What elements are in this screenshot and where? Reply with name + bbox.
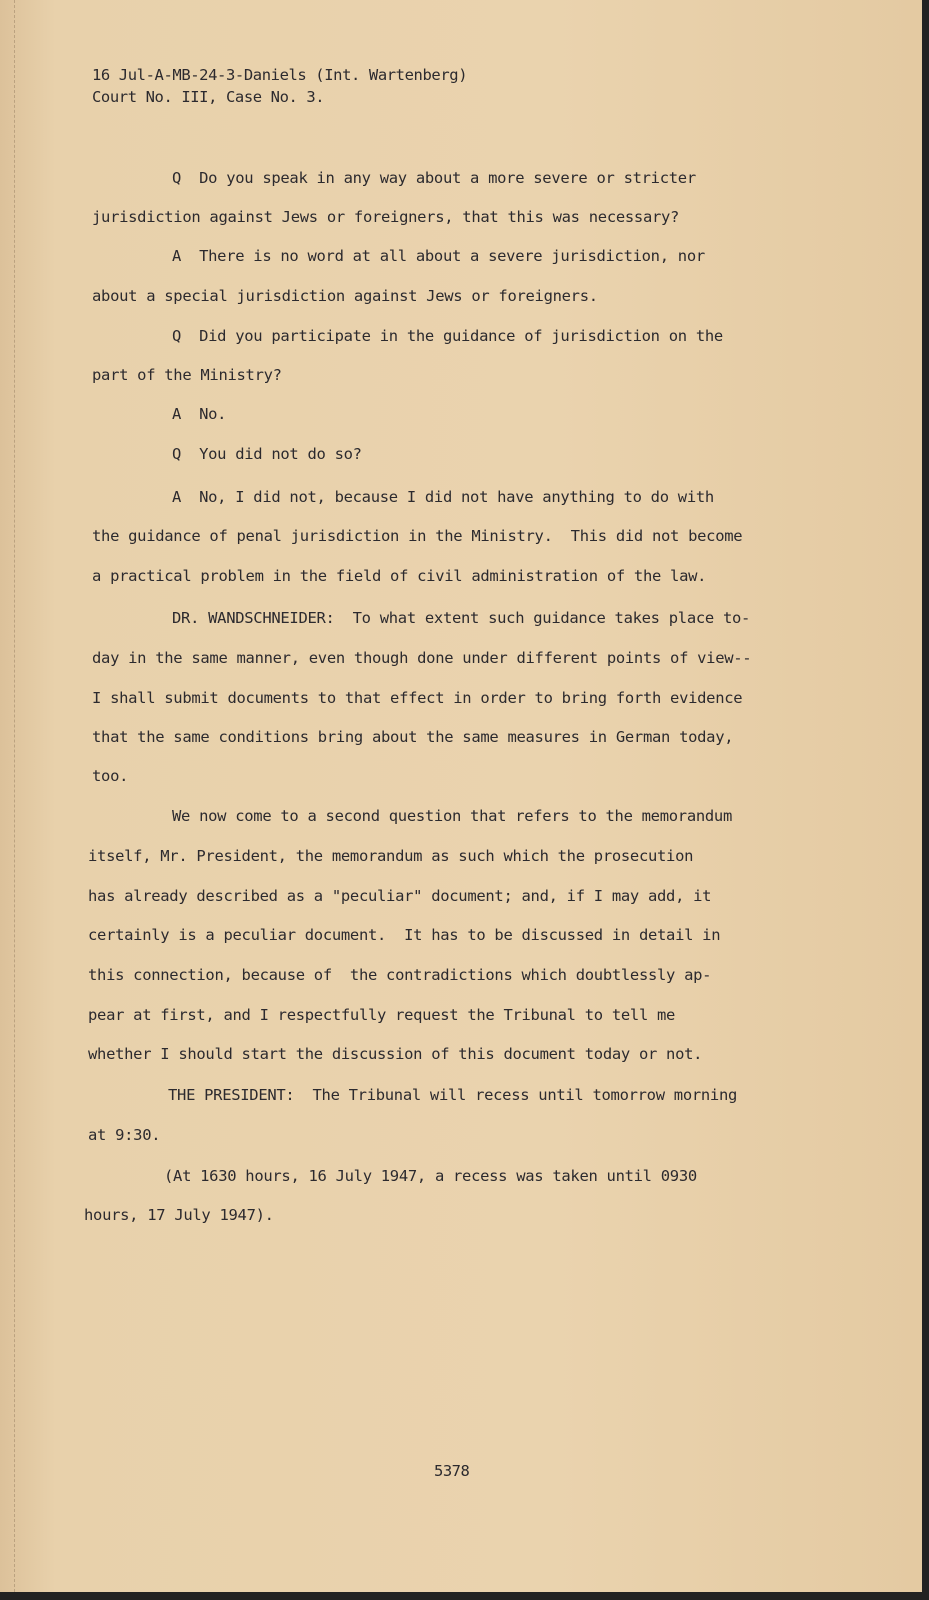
para-line-1: We now come to a second question that refers to the memorandum (172, 807, 732, 825)
q-line-2: jurisdiction against Jews or foreigners, that this was necessary? (92, 208, 680, 226)
left-edge-marks (0, 0, 15, 1592)
recess-line-1: (At 1630 hours, 16 July 1947, a recess was taken until 0930 (164, 1167, 697, 1185)
recess-line-2: hours, 17 July 1947). (84, 1206, 274, 1224)
q-line-5: Q You did not do so? (172, 445, 362, 463)
dr-line-5: too. (92, 767, 129, 785)
a-line-3: A No. (172, 405, 227, 423)
para-line-6: pear at first, and I respectfully request the Tribunal to tell me (88, 1006, 676, 1024)
page-number: 5378 (434, 1462, 470, 1480)
q-line-3: Q Did you participate in the guidance of jurisdiction on the (172, 327, 723, 345)
para-line-4: certainly is a peculiar document. It has to be discussed in detail in (88, 926, 721, 944)
a-line-2: about a special jurisdiction against Jews or foreigners. (92, 287, 598, 305)
a-line-5: the guidance of penal jurisdiction in the Ministry. This did not become (92, 527, 743, 545)
para-line-7: whether I should start the discussion of this document today or not. (88, 1045, 703, 1063)
dr-line-2: day in the same manner, even though done under different points of view-- (92, 649, 752, 667)
a-line-6: a practical problem in the field of civil administration of the law. (92, 567, 707, 585)
president-line-1: THE PRESIDENT: The Tribunal will recess until tomorrow morning (168, 1086, 738, 1104)
a-line-1: A There is no word at all about a severe jurisdiction, nor (172, 247, 705, 265)
header-line-1: 16 Jul-A-MB-24-3-Daniels (Int. Wartenberg) (92, 66, 468, 84)
para-line-5: this connection, because of the contradictions which doubtlessly ap- (88, 966, 712, 984)
dr-line-1: DR. WANDSCHNEIDER: To what extent such guidance takes place to- (172, 609, 751, 627)
a-line-4: A No, I did not, because I did not have anything to do with (172, 488, 714, 506)
para-line-2: itself, Mr. President, the memorandum as such which the prosecution (88, 847, 694, 865)
header-line-2: Court No. III, Case No. 3. (92, 88, 325, 106)
dr-line-3: I shall submit documents to that effect in order to bring forth evidence (92, 689, 743, 707)
q-line-1: Q Do you speak in any way about a more severe or stricter (172, 169, 696, 187)
para-line-3: has already described as a "peculiar" document; and, if I may add, it (88, 887, 712, 905)
president-line-2: at 9:30. (88, 1126, 161, 1144)
dr-line-4: that the same conditions bring about the same measures in German today, (92, 728, 734, 746)
q-line-4: part of the Ministry? (92, 366, 282, 384)
document-header (92, 64, 467, 108)
